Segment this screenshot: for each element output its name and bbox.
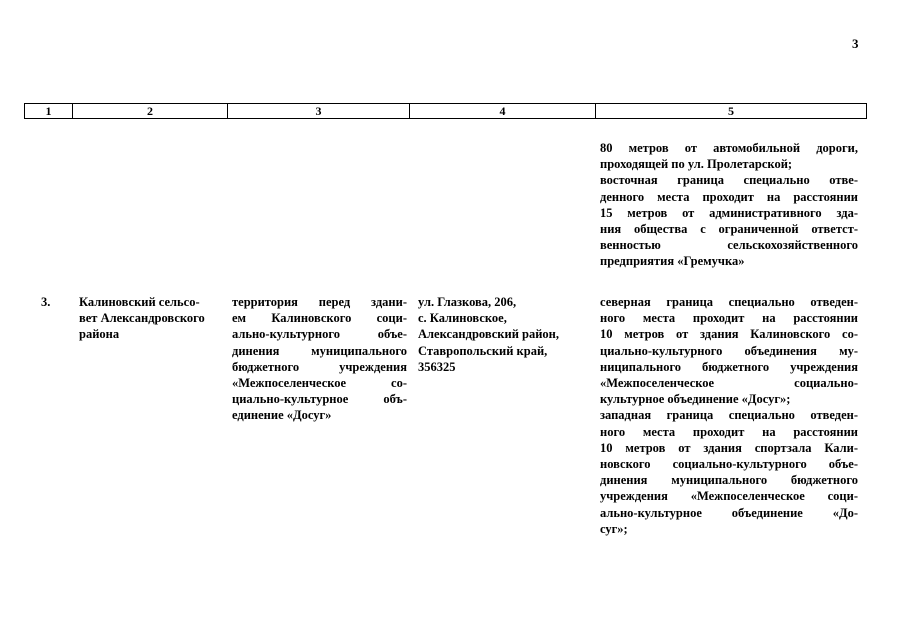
- text-line: единение «Досуг»: [232, 408, 332, 423]
- text-line: циально-культурного объединения му-: [600, 343, 858, 358]
- text-line: 356325: [418, 359, 456, 374]
- text-line: ниципального бюджетного учреждения: [600, 359, 858, 374]
- text-line: 10 метров от здания Калиновского со-: [600, 327, 858, 342]
- text-line: суг»;: [600, 521, 628, 536]
- text-line: проходящей по ул. Пролетарской;: [600, 157, 793, 172]
- column-header-table: [24, 103, 867, 119]
- text-line: новского социально-культурного объе-: [600, 457, 858, 472]
- header-row: [25, 104, 867, 119]
- text-line: динения муниципального бюджетного: [600, 473, 858, 488]
- text-line: «Межпоселенческое со-: [232, 376, 407, 391]
- location-description: [232, 294, 407, 424]
- boundary-description: [600, 294, 858, 537]
- address: [418, 294, 588, 375]
- text-line: района: [79, 327, 120, 342]
- text-line: 15 метров от административного зда-: [600, 205, 858, 220]
- text-line: учреждения «Межпоселенческое соци-: [600, 489, 858, 504]
- text-line: ул. Глазкова, 206,: [418, 295, 517, 309]
- header-col-3: 3: [228, 104, 410, 119]
- text-line: предприятия «Гремучка»: [600, 254, 745, 269]
- text-line: ально-культурное объединение «До-: [600, 505, 858, 520]
- text-line: Ставропольский край,: [418, 343, 548, 358]
- text-line: восточная граница специально отве-: [600, 173, 858, 188]
- text-line: северная граница специально отведен-: [600, 295, 858, 309]
- text-line: венностью сельскохозяйственного: [600, 238, 858, 253]
- text-line: бюджетного учреждения: [232, 359, 407, 374]
- text-line: динения муниципального: [232, 343, 407, 358]
- text-line: культурное объединение «Досуг»;: [600, 392, 791, 407]
- text-line: с. Калиновское,: [418, 311, 507, 326]
- continuation-boundary-text: [600, 140, 858, 270]
- header-col-2: 2: [73, 104, 228, 119]
- text-line: 80 метров от автомобильной дороги,: [600, 141, 858, 155]
- text-line: Калиновский сельсо-: [79, 295, 200, 309]
- text-line: западная граница специально отведен-: [600, 408, 858, 423]
- text-line: вет Александровского: [79, 311, 205, 326]
- text-line: 10 метров от здания спортзала Кали-: [600, 440, 858, 455]
- header-col-5: 5: [596, 104, 867, 119]
- text-line: ем Калиновского соци-: [232, 311, 407, 326]
- text-line: «Межпоселенческое социально-: [600, 376, 858, 391]
- text-line: ально-культурного объе-: [232, 327, 407, 342]
- row-number: 3.: [41, 295, 51, 309]
- text-line: денного места проходит на расстоянии: [600, 189, 858, 204]
- text-line: территория перед здани-: [232, 295, 407, 309]
- text-line: циально-культурное объ-: [232, 392, 407, 407]
- header-col-4: 4: [410, 104, 596, 119]
- page-number: 3: [852, 36, 859, 51]
- text-line: Александровский район,: [418, 327, 560, 342]
- header-col-1: 1: [25, 104, 73, 119]
- text-line: ния общества с ограниченной ответст-: [600, 222, 858, 237]
- text-line: ного места проходит на расстоянии: [600, 424, 858, 439]
- text-line: ного места проходит на расстоянии: [600, 311, 858, 326]
- settlement-name: [79, 294, 225, 343]
